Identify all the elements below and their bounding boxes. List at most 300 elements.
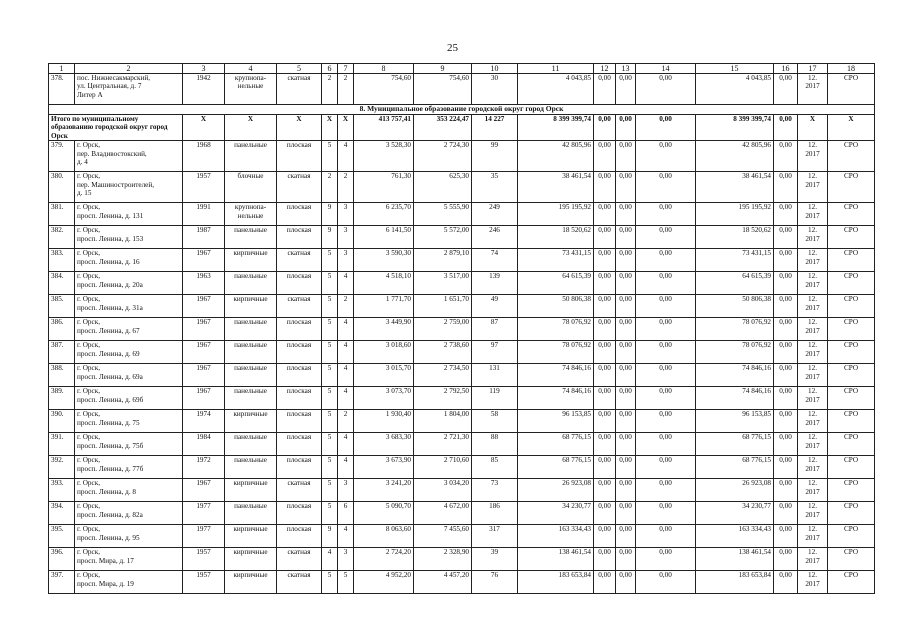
cell-address: г. Орск, просп. Ленина, д. 75 [75,410,183,433]
cell-floors: 2 [322,74,338,105]
cell-residents: 97 [472,341,518,364]
cell-entrances: 6 [338,502,354,525]
cell-cost-other: 0,00 [774,226,798,249]
cell-address: г. Орск, просп. Ленина, д. 153 [75,226,183,249]
cell-entrances: 5 [338,571,354,594]
cell-living-area: 7 455,60 [414,525,472,548]
cell-total-area: 3 590,30 [354,249,414,272]
cell-planned-completion: 12. 2017 [798,387,828,410]
cell-year-built: 1957 [183,548,225,571]
cell-cost-total: 96 153,85 [518,410,594,433]
cell-floors: 9 [322,525,338,548]
cell-address: пос. Нижнесакмарский, ул. Центральная, д. 7 Литер А [75,74,183,105]
cell-address: г. Орск, просп. Ленина, д. 69а [75,364,183,387]
cell-residents: 87 [472,318,518,341]
cell-cost-federal: 0,00 [594,318,616,341]
column-number-header [49,64,875,74]
cell-address: г. Орск, просп. Ленина, д. 20а [75,272,183,295]
total-cell: 0,00 [774,115,798,141]
cell-year-built: 1977 [183,525,225,548]
cell-planned-completion: 12. 2017 [798,74,828,105]
cell-living-area: 625,30 [414,172,472,203]
cell-total-area: 3 449,90 [354,318,414,341]
cell-floors: 9 [322,203,338,226]
cell-residents: 76 [472,571,518,594]
cell-cost-total: 68 776,15 [518,456,594,479]
cell-cost-local: 0,00 [636,456,696,479]
cell-row-number: 397. [49,571,75,594]
cell-total-area: 3 018,60 [354,341,414,364]
cell-cost-total: 34 230,77 [518,502,594,525]
cell-cost-regional: 0,00 [616,502,636,525]
total-cell: 0,00 [594,115,616,141]
cell-year-built: 1967 [183,341,225,364]
table-row [49,172,875,203]
cell-roof-type: плоская [277,341,322,364]
cell-floors: 5 [322,410,338,433]
cell-living-area: 2 721,30 [414,433,472,456]
cell-address: г. Орск, просп. Мира, д. 17 [75,548,183,571]
cell-living-area: 754,60 [414,74,472,105]
table-row [49,364,875,387]
cell-cost-local: 0,00 [636,433,696,456]
cell-living-area: 3 517,00 [414,272,472,295]
cell-living-area: 2 738,60 [414,341,472,364]
cell-total-area: 754,60 [354,74,414,105]
cell-cost-local: 0,00 [636,249,696,272]
cell-cost-federal: 0,00 [594,141,616,172]
cell-wall-material: кирпичные [225,525,277,548]
cell-cost-regional: 0,00 [616,272,636,295]
cell-cost-other: 0,00 [774,433,798,456]
cell-cost-federal: 0,00 [594,479,616,502]
column-header: 18 [828,64,875,74]
cell-entrances: 4 [338,318,354,341]
cell-entrances: 2 [338,74,354,105]
cell-year-built: 1977 [183,502,225,525]
cell-roof-type: плоская [277,203,322,226]
cell-cost-other: 0,00 [774,341,798,364]
cell-cost-local: 0,00 [636,525,696,548]
housing-register-table [48,63,875,594]
column-header: 17 [798,64,828,74]
cell-cost-total: 78 076,92 [518,318,594,341]
cell-roof-type: плоская [277,433,322,456]
cell-year-built: 1957 [183,571,225,594]
cell-row-number: 395. [49,525,75,548]
cell-cost-federal: 0,00 [594,525,616,548]
cell-cost-total: 50 806,38 [518,295,594,318]
cell-total-area: 4 518,10 [354,272,414,295]
cell-cost-regional: 0,00 [616,74,636,105]
cell-floors: 5 [322,272,338,295]
cell-cost-owners: 96 153,85 [696,410,774,433]
cell-year-built: 1967 [183,318,225,341]
cell-living-area: 2 734,50 [414,364,472,387]
cell-floors: 2 [322,172,338,203]
cell-residents: 119 [472,387,518,410]
cell-cost-total: 195 195,92 [518,203,594,226]
cell-cost-total: 183 653,84 [518,571,594,594]
cell-living-area: 4 672,00 [414,502,472,525]
cell-floors: 5 [322,318,338,341]
cell-total-area: 3 073,70 [354,387,414,410]
cell-cost-regional: 0,00 [616,387,636,410]
cell-cost-local: 0,00 [636,479,696,502]
cell-cost-total: 138 461,54 [518,548,594,571]
cell-cost-local: 0,00 [636,410,696,433]
cell-roof-type: скатная [277,295,322,318]
cell-planned-completion: 12. 2017 [798,548,828,571]
cell-planned-completion: 12. 2017 [798,479,828,502]
page-number: 25 [447,42,458,54]
cell-row-number: 391. [49,433,75,456]
table-row [49,456,875,479]
total-cell: 8 399 399,74 [696,115,774,141]
cell-floors: 5 [322,479,338,502]
cell-cost-regional: 0,00 [616,456,636,479]
cell-total-area: 1 771,70 [354,295,414,318]
cell-living-area: 2 328,90 [414,548,472,571]
cell-cost-regional: 0,00 [616,410,636,433]
cell-address: г. Орск, просп. Ленина, д. 77б [75,456,183,479]
table-row [49,410,875,433]
cell-cost-owners: 34 230,77 [696,502,774,525]
cell-row-number: 381. [49,203,75,226]
cell-fund-method: СРО [828,525,875,548]
cell-cost-regional: 0,00 [616,141,636,172]
cell-cost-owners: 42 805,96 [696,141,774,172]
cell-planned-completion: 12. 2017 [798,226,828,249]
cell-entrances: 2 [338,410,354,433]
cell-fund-method: СРО [828,387,875,410]
cell-cost-other: 0,00 [774,525,798,548]
cell-entrances: 3 [338,226,354,249]
table-row [49,203,875,226]
cell-entrances: 4 [338,387,354,410]
cell-cost-owners: 64 615,39 [696,272,774,295]
column-header: 4 [225,64,277,74]
cell-wall-material: панельные [225,318,277,341]
cell-cost-local: 0,00 [636,295,696,318]
cell-cost-other: 0,00 [774,318,798,341]
cell-entrances: 4 [338,272,354,295]
cell-wall-material: крупнопа- нельные [225,203,277,226]
total-cell: X [277,115,322,141]
cell-roof-type: скатная [277,548,322,571]
cell-planned-completion: 12. 2017 [798,341,828,364]
table-row [49,295,875,318]
cell-fund-method: СРО [828,433,875,456]
cell-residents: 73 [472,479,518,502]
cell-fund-method: СРО [828,249,875,272]
cell-roof-type: плоская [277,141,322,172]
cell-floors: 5 [322,433,338,456]
cell-living-area: 2 759,00 [414,318,472,341]
cell-fund-method: СРО [828,318,875,341]
cell-cost-owners: 4 043,85 [696,74,774,105]
cell-total-area: 6 141,50 [354,226,414,249]
cell-cost-owners: 26 923,08 [696,479,774,502]
cell-cost-local: 0,00 [636,387,696,410]
cell-row-number: 387. [49,341,75,364]
cell-roof-type: плоская [277,364,322,387]
cell-cost-total: 64 615,39 [518,272,594,295]
cell-cost-regional: 0,00 [616,203,636,226]
cell-fund-method: СРО [828,226,875,249]
cell-row-number: 384. [49,272,75,295]
column-header: 12 [594,64,616,74]
cell-floors: 4 [322,548,338,571]
cell-roof-type: скатная [277,479,322,502]
cell-total-area: 3 015,70 [354,364,414,387]
cell-fund-method: СРО [828,502,875,525]
cell-cost-regional: 0,00 [616,172,636,203]
total-cell: 0,00 [616,115,636,141]
table-row [49,249,875,272]
cell-planned-completion: 12. 2017 [798,141,828,172]
cell-cost-total: 74 846,16 [518,364,594,387]
cell-wall-material: кирпичные [225,571,277,594]
cell-cost-owners: 74 846,16 [696,364,774,387]
column-header: 8 [354,64,414,74]
cell-total-area: 2 724,20 [354,548,414,571]
cell-residents: 88 [472,433,518,456]
cell-entrances: 3 [338,479,354,502]
cell-address: г. Орск, пер. Владивостокский, д. 4 [75,141,183,172]
cell-cost-other: 0,00 [774,479,798,502]
cell-cost-regional: 0,00 [616,433,636,456]
cell-cost-local: 0,00 [636,272,696,295]
cell-year-built: 1984 [183,433,225,456]
cell-cost-owners: 78 076,92 [696,341,774,364]
cell-cost-total: 4 043,85 [518,74,594,105]
cell-cost-total: 73 431,15 [518,249,594,272]
cell-address: г. Орск, просп. Ленина, д. 131 [75,203,183,226]
table-row [49,318,875,341]
cell-address: г. Орск, просп. Ленина, д. 75б [75,433,183,456]
cell-floors: 9 [322,226,338,249]
cell-living-area: 2 710,60 [414,456,472,479]
column-header: 6 [322,64,338,74]
table-row [49,479,875,502]
cell-cost-owners: 195 195,92 [696,203,774,226]
cell-cost-other: 0,00 [774,272,798,295]
table-row [49,433,875,456]
cell-total-area: 3 241,20 [354,479,414,502]
cell-cost-regional: 0,00 [616,295,636,318]
cell-entrances: 4 [338,525,354,548]
cell-row-number: 378. [49,74,75,105]
cell-cost-other: 0,00 [774,74,798,105]
cell-living-area: 2 724,30 [414,141,472,172]
cell-year-built: 1967 [183,364,225,387]
cell-cost-regional: 0,00 [616,341,636,364]
cell-cost-local: 0,00 [636,341,696,364]
cell-planned-completion: 12. 2017 [798,433,828,456]
cell-cost-owners: 163 334,43 [696,525,774,548]
cell-residents: 30 [472,74,518,105]
cell-planned-completion: 12. 2017 [798,203,828,226]
cell-wall-material: панельные [225,433,277,456]
cell-residents: 35 [472,172,518,203]
cell-cost-total: 74 846,16 [518,387,594,410]
total-cell: X [798,115,828,141]
cell-cost-total: 26 923,08 [518,479,594,502]
cell-cost-local: 0,00 [636,318,696,341]
table-row [49,387,875,410]
table-row [49,226,875,249]
cell-cost-total: 78 076,92 [518,341,594,364]
cell-cost-federal: 0,00 [594,172,616,203]
cell-residents: 186 [472,502,518,525]
cell-fund-method: СРО [828,74,875,105]
cell-cost-federal: 0,00 [594,548,616,571]
column-header: 11 [518,64,594,74]
column-header: 7 [338,64,354,74]
cell-planned-completion: 12. 2017 [798,410,828,433]
cell-cost-total: 42 805,96 [518,141,594,172]
cell-wall-material: блочные [225,172,277,203]
cell-fund-method: СРО [828,548,875,571]
cell-cost-federal: 0,00 [594,74,616,105]
cell-cost-regional: 0,00 [616,479,636,502]
cell-planned-completion: 12. 2017 [798,525,828,548]
cell-cost-owners: 78 076,92 [696,318,774,341]
section-title: 8. Муниципальное образование городской округ город Орск [49,105,875,115]
cell-fund-method: СРО [828,410,875,433]
cell-address: г. Орск, просп. Ленина, д. 95 [75,525,183,548]
column-header: 16 [774,64,798,74]
cell-floors: 5 [322,387,338,410]
cell-address: г. Орск, просп. Ленина, д. 69б [75,387,183,410]
cell-cost-regional: 0,00 [616,525,636,548]
cell-entrances: 3 [338,548,354,571]
cell-year-built: 1967 [183,295,225,318]
cell-cost-total: 68 776,15 [518,433,594,456]
cell-row-number: 383. [49,249,75,272]
cell-planned-completion: 12. 2017 [798,571,828,594]
cell-entrances: 4 [338,364,354,387]
cell-row-number: 380. [49,172,75,203]
column-header: 1 [49,64,75,74]
cell-living-area: 4 457,20 [414,571,472,594]
cell-cost-owners: 18 520,62 [696,226,774,249]
cell-cost-local: 0,00 [636,172,696,203]
total-cell: X [183,115,225,141]
cell-address: г. Орск, пер. Машиностроителей, д. 15 [75,172,183,203]
cell-cost-other: 0,00 [774,456,798,479]
cell-cost-regional: 0,00 [616,249,636,272]
cell-address: г. Орск, просп. Ленина, д. 69 [75,341,183,364]
cell-address: г. Орск, просп. Ленина, д. 8 [75,479,183,502]
cell-cost-owners: 74 846,16 [696,387,774,410]
cell-cost-federal: 0,00 [594,571,616,594]
cell-year-built: 1987 [183,226,225,249]
total-cell: X [338,115,354,141]
cell-roof-type: скатная [277,172,322,203]
cell-residents: 139 [472,272,518,295]
cell-roof-type: плоская [277,318,322,341]
cell-row-number: 390. [49,410,75,433]
cell-wall-material: кирпичные [225,479,277,502]
cell-fund-method: СРО [828,141,875,172]
cell-cost-local: 0,00 [636,74,696,105]
cell-cost-owners: 68 776,15 [696,433,774,456]
cell-roof-type: плоская [277,456,322,479]
cell-roof-type: плоская [277,387,322,410]
cell-row-number: 389. [49,387,75,410]
cell-cost-total: 38 461,54 [518,172,594,203]
column-header: 2 [75,64,183,74]
cell-residents: 39 [472,548,518,571]
cell-roof-type: плоская [277,410,322,433]
cell-fund-method: СРО [828,272,875,295]
cell-wall-material: кирпичные [225,548,277,571]
cell-row-number: 382. [49,226,75,249]
cell-cost-regional: 0,00 [616,548,636,571]
cell-cost-owners: 138 461,54 [696,548,774,571]
cell-cost-other: 0,00 [774,410,798,433]
cell-cost-regional: 0,00 [616,318,636,341]
total-cell: 14 227 [472,115,518,141]
cell-entrances: 2 [338,295,354,318]
cell-roof-type: плоская [277,502,322,525]
cell-living-area: 2 879,10 [414,249,472,272]
cell-wall-material: панельные [225,502,277,525]
cell-cost-federal: 0,00 [594,456,616,479]
cell-cost-other: 0,00 [774,364,798,387]
cell-cost-owners: 50 806,38 [696,295,774,318]
cell-residents: 99 [472,141,518,172]
cell-cost-local: 0,00 [636,141,696,172]
cell-year-built: 1942 [183,74,225,105]
cell-year-built: 1967 [183,249,225,272]
total-row [49,115,875,141]
cell-floors: 5 [322,249,338,272]
cell-year-built: 1967 [183,387,225,410]
cell-planned-completion: 12. 2017 [798,295,828,318]
cell-floors: 5 [322,456,338,479]
cell-entrances: 3 [338,249,354,272]
cell-cost-federal: 0,00 [594,249,616,272]
cell-floors: 5 [322,341,338,364]
cell-fund-method: СРО [828,456,875,479]
cell-living-area: 1 804,00 [414,410,472,433]
cell-residents: 49 [472,295,518,318]
cell-residents: 131 [472,364,518,387]
cell-total-area: 3 683,30 [354,433,414,456]
cell-address: г. Орск, просп. Ленина, д. 16 [75,249,183,272]
cell-fund-method: СРО [828,172,875,203]
cell-row-number: 393. [49,479,75,502]
cell-wall-material: панельные [225,456,277,479]
table-row [49,74,875,105]
cell-cost-federal: 0,00 [594,410,616,433]
cell-total-area: 6 235,70 [354,203,414,226]
cell-floors: 5 [322,295,338,318]
cell-address: г. Орск, просп. Ленина, д. 31а [75,295,183,318]
cell-planned-completion: 12. 2017 [798,272,828,295]
cell-entrances: 4 [338,433,354,456]
table-row [49,341,875,364]
cell-residents: 58 [472,410,518,433]
cell-residents: 85 [472,456,518,479]
total-cell: 8 399 399,74 [518,115,594,141]
cell-cost-total: 18 520,62 [518,226,594,249]
cell-fund-method: СРО [828,295,875,318]
cell-roof-type: плоская [277,272,322,295]
